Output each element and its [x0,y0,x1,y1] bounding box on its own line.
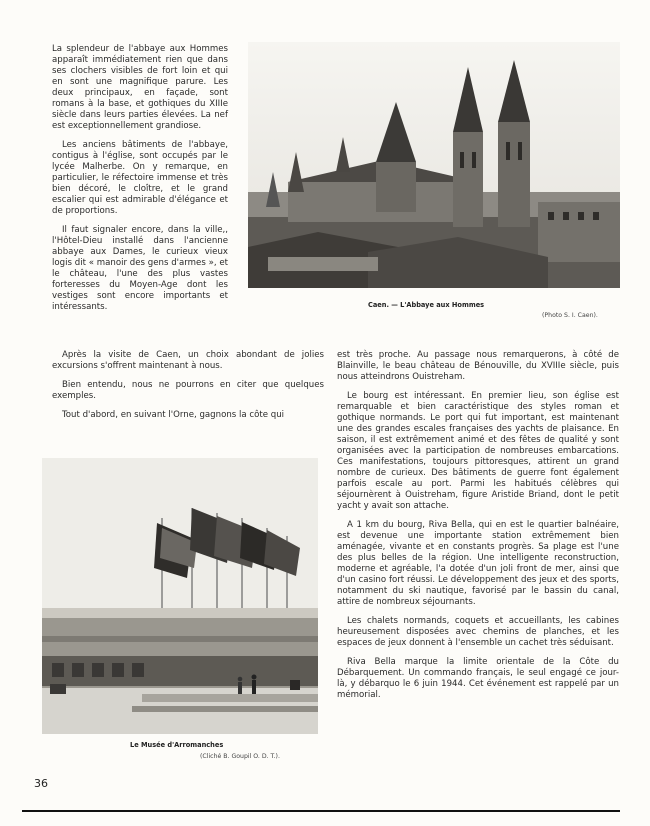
page-number: 36 [34,777,48,790]
text-column-top-left [52,44,228,321]
photo-abbaye-aux-hommes [248,42,620,288]
paragraph: Après la visite de Caen, un choix abondant de jolies excursions s'offrent maintenant à nous. [52,350,324,371]
paragraph: Il faut signaler encore, dans la ville,, l'Hôtel-Dieu installé dans l'ancienne abbaye aux Dames, le curieux vieux logis dit « manoir des gens d'armes », et le château, l'une des plus vastes forteresses du Moyen-Age dont les vestiges sont encore importants et intéressants. [52,225,228,312]
credit-arromanches: (Cliché B. Goupil O. D. T.). [200,753,280,760]
paragraph: Les anciens bâtiments de l'abbaye, contigus à l'église, sont occupés par le lycée Malherbe. On y remarque, en particulier, le réfectoire immense et très bien décoré, le cloître, et le grand escalier qui est admirable d'élégance et de proportions. [52,140,228,216]
text-column-mid-left [52,350,324,429]
paragraph: Tout d'abord, en suivant l'Orne, gagnons la côte qui [62,410,285,420]
credit-caen: (Photo S. I. Caen). [542,312,598,319]
caption-caen [368,301,484,310]
paragraph: A 1 km du bourg, Riva Bella, qui en est le quartier balnéaire, est devenue une importante station extrêmement bien aménagée, vivante et en constants progrès. Sa plage est l'une des plus belles de la région. Une intelligente reconstruction, moderne et agréable, l'a dotée d'un joli front de mer, ainsi que d'un casino fort réussi. Le développement des jeux et des sports, notamment du ski nautique, favorisé par le bassin du canal, attire de nombreux séjournants. [337,520,619,607]
paragraph: Le bourg est intéressant. En premier lieu, son église est remarquable et bien caractéristique des styles roman et gothique normands. Le port qui fut important, est maintenant une des grandes escales françaises des yachts de plaisance. En saison, il est extrêmement animé et des fêtes de qualité y sont organisées avec la participation de nombreuses embarcations. Ces manifestations, toujours pittoresques, attirent un grand nombre de curieux. Des bâtiments de guerre font également parfois escale au port. Parmi les habitués célèbres qui séjournèrent à Ouistreham, figure Aristide Briand, dont le petit yacht y avait son attache. [337,391,619,511]
caption-title: Caen. — L'Abbaye aux Hommes [368,301,485,309]
text-column-right [337,350,619,709]
photo-musee-arromanches [42,458,318,734]
caption-arromanches [130,741,223,750]
paragraph: est très proche. Au passage nous remarquerons, à côté de Blainville, le beau château de Bénouville, du XVIIIe siècle, puis nous atteindrons Ouistreham. [337,350,619,382]
paragraph: Riva Bella marque la limite orientale de la Côte du Débarquement. Un commando français, le seul engagé ce jour-là, y débarquo le 6 juin 1944. Cet événement est rappelé par un mémorial. [337,657,619,700]
caption-title: Le Musée d'Arromanches [130,741,224,749]
paragraph: Bien entendu, nous ne pourrons en citer que quelques exemples. [52,380,324,401]
bottom-rule [22,810,620,812]
paragraph: Les chalets normands, coquets et accueillants, les cabines heureusement disposées avec chemins de planches, et les espaces de jeux donnent à l'ensemble un cachet très séduisant. [337,616,619,648]
paragraph: La splendeur de l'abbaye aux Hommes apparaît immédiatement rien que dans ses clochers visibles de fort loin et qui en sont une magnifique parure. Les deux principaux, en façade, sont romans à la base, et gothiques du XIIIe siècle dans leurs parties élevées. La nef est exceptionnellement grandiose. [52,44,228,131]
